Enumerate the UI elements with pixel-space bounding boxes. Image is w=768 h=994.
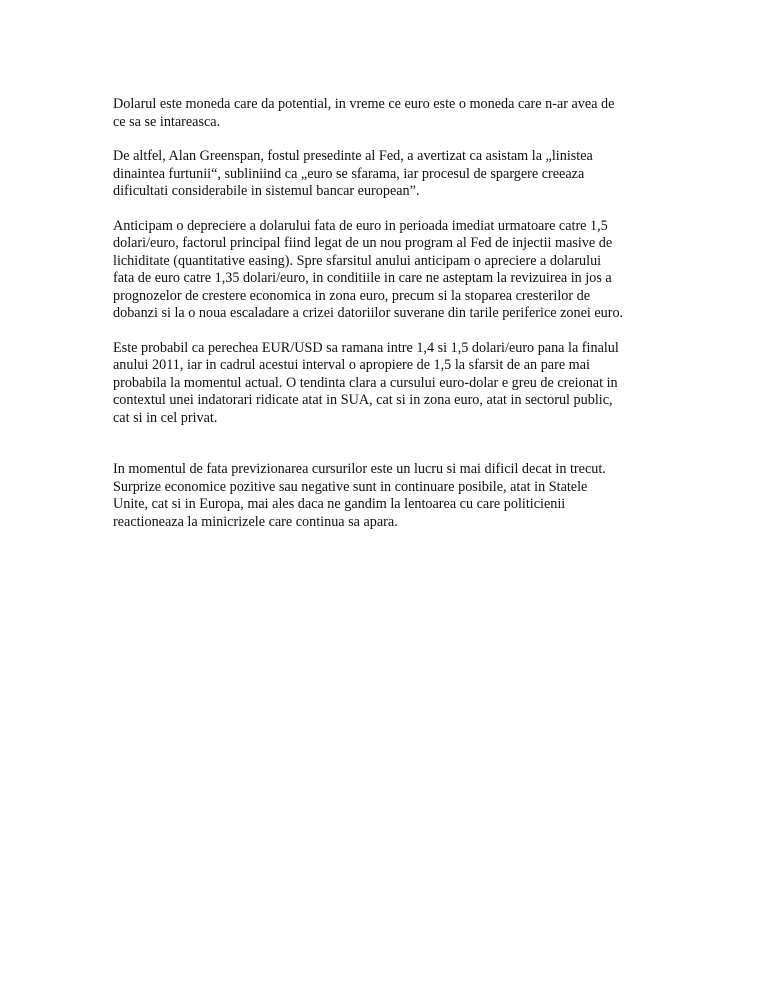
paragraph-3: Anticipam o depreciere a dolarului fata de euro in perioada imediat urmatoare catre 1,5 dolari/euro, factorul principal fiind legat de un nou program al Fed de injectii masive de lichiditate (quantitative easing). Spre sfarsitul anului anticipam o apreciere a dolarului fata de euro catre 1,35 dolari/euro, in conditiile in care ne asteptam la revizuirea in jos a prognozelor de crestere economica in zona euro, precum si la stoparea cresterilor de dobanzi si la o noua escaladare a crizei datoriilor suverane din tarile periferice zonei euro. [113,217,624,321]
document-body [113,96,661,531]
paragraph-4: Este probabil ca perechea EUR/USD sa ramana intre 1,4 si 1,5 dolari/euro pana la finalul anului 2011, iar in cadrul acestui interval o apropiere de 1,5 la sfarsit de an pare mai probabila la momentul actual. O tendinta clara a cursului euro-dolar e greu de creionat in contextul unei indatorari ridicate atat in SUA, cat si in zona euro, atat in sectorul public, cat si in cel privat. [113,339,619,426]
paragraph-2: De altfel, Alan Greenspan, fostul presedinte al Fed, a avertizat ca asistam la „linistea dinaintea furtunii“, subliniind ca „euro se sfarama, iar procesul de spargere creeaza dificultati considerabile in sistemul bancar european”. [113,148,593,199]
paragraph-5: In momentul de fata previzionarea cursurilor este un lucru si mai dificil decat in trecut. Surprize economice pozitive sau negative sunt in continuare posibile, atat in Statele Unite, cat si in Europa, mai ales daca ne gandim la lentoarea cu care politicienii reactioneaza la minicrizele care continua sa apara. [113,461,606,530]
paragraph-1: Dolarul este moneda care da potential, in vreme ce euro este o moneda care n-ar avea de ce sa se intareasca. [113,96,615,130]
